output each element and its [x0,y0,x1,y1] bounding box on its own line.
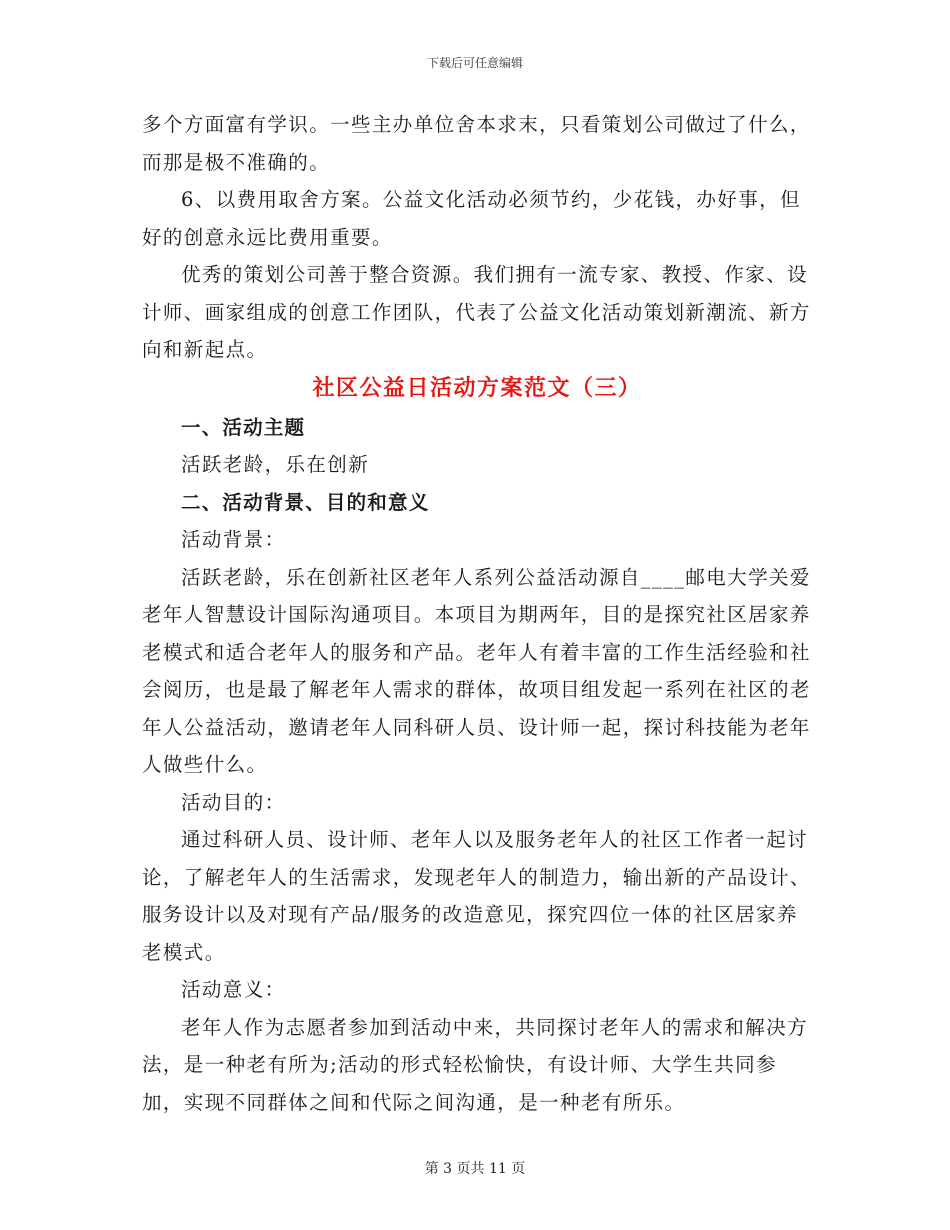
label-background: 活动背景： [181,528,286,551]
label-purpose: 活动目的： [181,790,286,814]
paragraph-significance: 老年人作为志愿者参加到活动中来，共同探讨老年人的需求和解决方法，是一种老有所为;活动的形式轻松愉快，有设计师、大学生共同参加，实现不同群体之间和代际之间沟通，是一种老有所乐。 [142,1015,809,1114]
paragraph-theme: 活跃老龄，乐在创新 [181,453,370,476]
paragraph-purpose: 通过科研人员、设计师、老年人以及服务老年人的社区工作者一起讨论，了解老年人的生活需求，发现老年人的制造力，输出新的产品设计、服务设计以及对现有产品/服务的改造意见，探究四位一体的社区居家养老模式。 [142,828,811,964]
paragraph-1: 多个方面富有学识。一些主办单位舍本求末，只看策划公司做过了什么，而那是极不准确的。 [142,113,811,174]
heading-background: 二、活动背景、目的和意义 [181,490,430,514]
heading-theme: 一、活动主题 [181,415,306,439]
paragraph-background: 活跃老龄，乐在创新社区老年人系列公益活动源自____邮电大学关爱老年人智慧设计国际沟通项目。本项目为期两年，目的是探究社区居家养老模式和适合老年人的服务和产品。老年人有着丰富的工作生活经验和社会阅历，也是最了解老年人需求的群体，故项目组发起一系列在社区的老年人公益活动，邀请老年人同科研人员、设计师一起，探讨科技能为老年人做些什么。 [142,565,811,776]
page-header: 下载后可任意编辑 [426,56,523,70]
paragraph-2: 6、以费用取舍方案。公益文化活动必须节约，少花钱，办好事，但好的创意永远比费用重要。 [142,188,801,249]
label-significance: 活动意义： [181,978,286,1001]
document-body [142,106,812,1121]
paragraph-3: 优秀的策划公司善于整合资源。我们拥有一流专家、教授、作家、设计师、画家组成的创意工作团队，代表了公益文化活动策划新潮流、新方向和新起点。 [142,263,811,361]
page-footer: 第 3 页共 11 页 [424,1161,526,1177]
section-title: 社区公益日活动方案范文（三） [312,375,642,401]
